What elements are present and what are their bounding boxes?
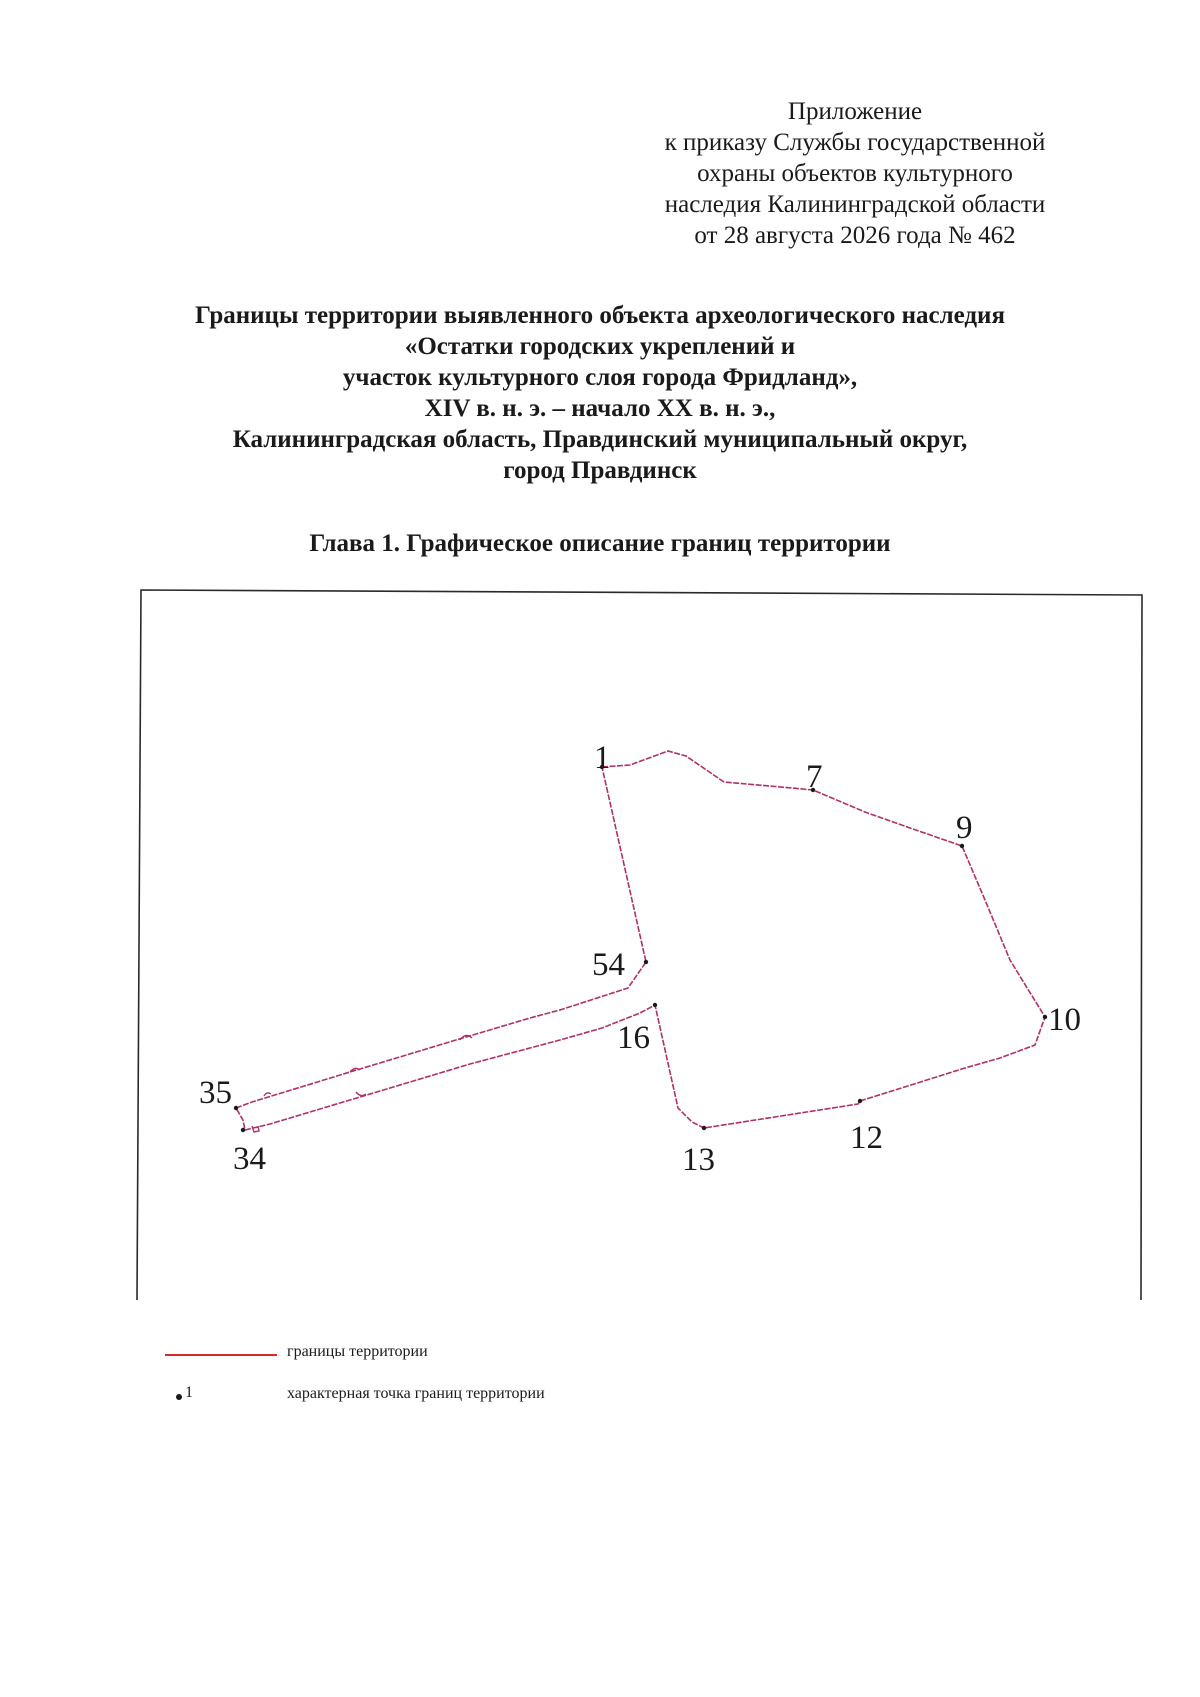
legend-boundary-label: границы территории — [287, 1343, 428, 1360]
point-label-9: 9 — [956, 810, 973, 846]
point-label-16: 16 — [617, 1020, 650, 1056]
boundary-bump — [264, 1093, 271, 1096]
appendix-line: охраны объектов культурного — [697, 160, 1013, 187]
point-label-13: 13 — [682, 1142, 715, 1178]
appendix-line: от 28 августа 2026 года № 462 — [694, 222, 1016, 249]
point-16 — [653, 1003, 657, 1007]
title-line: участок культурного слоя города Фридланд», — [342, 364, 858, 391]
chapter-heading: Глава 1. Графическое описание границ территории — [309, 530, 891, 557]
legend-point-number: 1 — [185, 1384, 193, 1401]
title-line: XIV в. н. э. – начало XX в. н. э., — [424, 395, 776, 422]
title-line: «Остатки городских укреплений и — [404, 333, 796, 360]
appendix-line: Приложение — [787, 98, 923, 125]
point-12 — [858, 1099, 862, 1103]
point-label-54: 54 — [592, 947, 625, 983]
point-35 — [234, 1106, 238, 1110]
title-line: Калининградская область, Правдинский муниципальный округ, — [232, 426, 968, 453]
boundary-bump — [356, 1092, 366, 1096]
point-13 — [702, 1126, 706, 1130]
point-label-7: 7 — [806, 759, 823, 795]
point-label-10: 10 — [1048, 1002, 1081, 1038]
map-frame — [137, 590, 1142, 1300]
appendix-line: наследия Калининградской области — [664, 191, 1046, 218]
point-label-34: 34 — [233, 1141, 266, 1177]
point-label-35: 35 — [199, 1075, 232, 1111]
legend-point-marker — [176, 1394, 182, 1400]
point-label-12: 12 — [850, 1120, 883, 1156]
appendix-line: к приказу Службы государственной — [664, 129, 1046, 156]
legend-boundary-line — [165, 1354, 277, 1356]
point-54 — [644, 960, 648, 964]
point-34 — [241, 1128, 245, 1132]
point-10 — [1043, 1015, 1047, 1019]
territory-boundary — [236, 751, 1045, 1130]
title-line: Границы территории выявленного объекта археологического наследия — [195, 302, 1005, 329]
title-line: город Правдинск — [503, 457, 697, 484]
legend-point-label: характерная точка границ территории — [287, 1385, 545, 1402]
point-label-1: 1 — [594, 740, 611, 776]
